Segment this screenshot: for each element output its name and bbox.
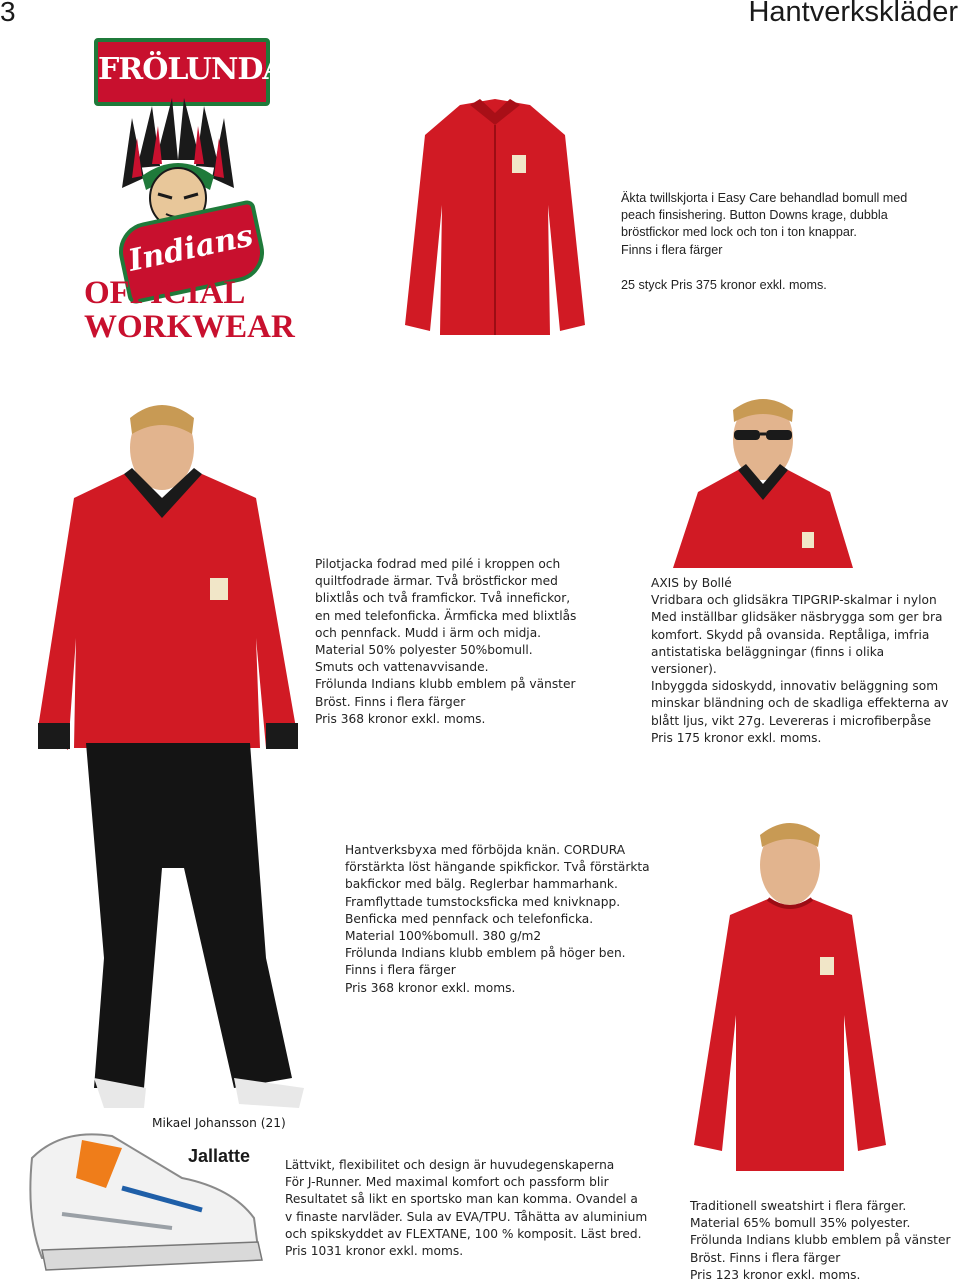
jallatte-safety-shoe-photo [22,1118,272,1278]
frolunda-indians-logo [84,38,294,348]
jacket-and-pants-model-photo [34,398,306,1118]
jacket-description: Pilotjacka fodrad med pilé i kroppen och quiltfodrade ärmar. Två bröstfickor med blixtlås och två framfickor. Två innefickor, en med telefonficka. Ärmficka med blixtlås och pennfack. Mudd i ärm och midja. Material 50% polyester 50%bomull. Smuts och vattenavvisande. Frölunda Indians klubb emblem på vänster Bröst. Finns i flera färger Pris 368 kronor exkl. moms. [315,557,577,726]
safety-glasses-model-photo [668,392,858,568]
shirt-price: 25 styck Pris 375 kronor exkl. moms. [621,278,827,292]
logo-banner: FRÖLUNDA [94,38,270,106]
model-caption: Mikael Johansson (21) [152,1116,286,1130]
shoe-description: Lättvikt, flexibilitet och design är huvudegenskaperna För J-Runner. Med maximal komfort och passform blir Resultatet så likt en sportsko man kan komma. Ovandel a v finaste narvläder. Sula av EVA/TPU. Tåhätta av aluminium och spikskyddet av FLEXTANE, 100 % komposit. Läst bred. Pris 1031 kronor exkl. moms. [285,1158,648,1259]
page-number: 3 [0,0,16,27]
sweatshirt-description: Traditionell sweatshirt i flera färger. Material 65% bomull 35% polyester. Frölunda Indians klubb emblem på vänster Bröst. Finns i flera färger Pris 123 kronor exkl. moms. [690,1199,951,1282]
shirt-description: Äkta twillskjorta i Easy Care behandlad bomull med peach finsishering. Button Downs krage, dubbla bröstfickor med lock och ton i ton knappar. Finns i flera färger [621,191,908,257]
logo-script: Indians [113,199,269,305]
shoe-brand: Jallatte [188,1146,251,1166]
sweatshirt-model-photo [690,815,890,1175]
logo-official-workwear: OFFICIAL WORKWEAR [84,275,295,345]
page-title: Hantverkskläder [748,0,958,28]
glasses-description: AXIS by Bollé Vridbara och glidsäkra TIPGRIP-skalmar i nylon Med inställbar glidsäker näsbrygga som ger bra komfort. Skydd på ovansida. Reptåliga, imfria antistatiska beläggningar (finns i olika versioner). Inbyggda sidoskydd, innovativ beläggning som minskar bländning och de skadliga effekterna av blått ljus, vikt 27g. Levereras i microfiberpåse Pris 175 kronor exkl. moms. [651,576,949,745]
pants-description: Hantverksbyxa med förböjda knän. CORDURA förstärkta löst hängande spikfickor. Två förstärkta bakfickor med bälg. Reglerbar hammarhank. Framflyttade tumstocksficka med knivknapp. Benficka med pennfack och telefonficka. Material 100%bomull. 380 g/m2 Frölunda Indians klubb emblem på höger ben. Finns i flera färger Pris 368 kronor exkl. moms. [345,843,650,995]
red-shirt-photo [400,95,590,340]
